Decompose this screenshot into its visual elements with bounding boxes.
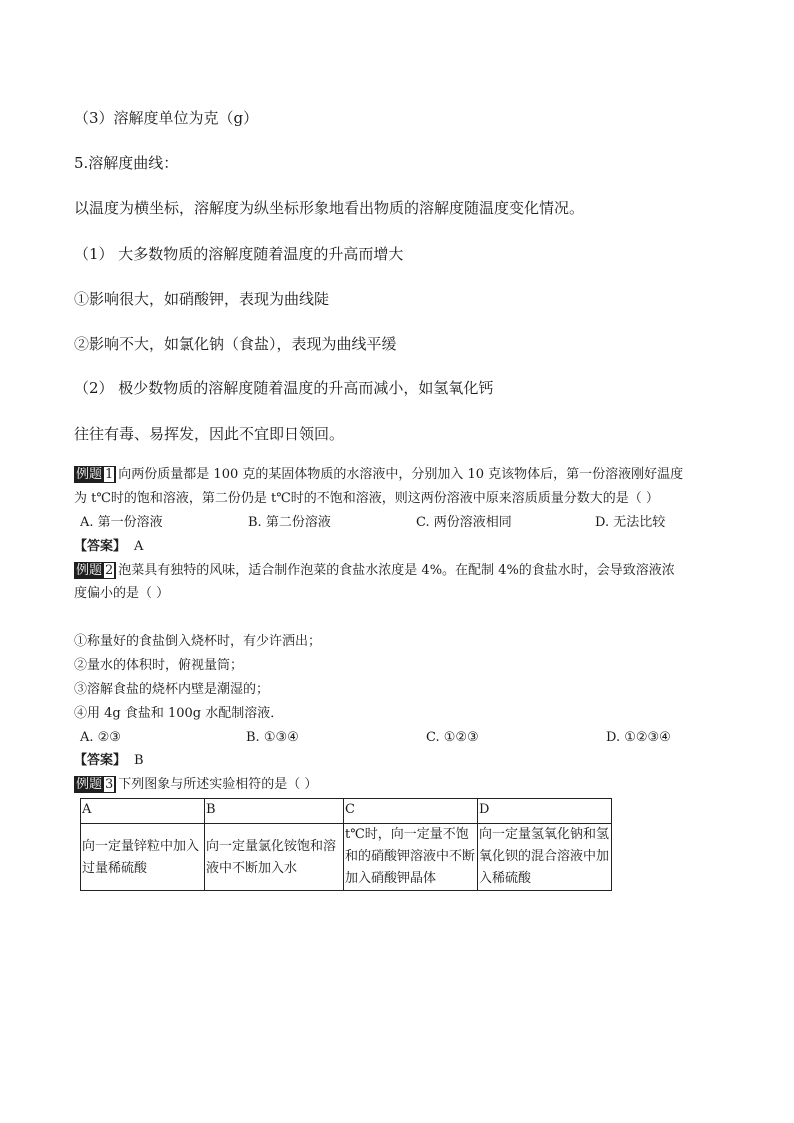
q1-option-b: B. 第二份溶液 — [248, 515, 331, 530]
section5-desc: 以温度为横坐标，溶解度为纵坐标形象地看出物质的溶解度随温度变化情况。 — [74, 199, 585, 217]
q1-line2: 为 t℃时的饱和溶液，第二份仍是 t℃时的不饱和溶液，则这两份溶液中原来溶质质量分数大的是（ ） — [74, 491, 659, 506]
q3-cell-a: 向一定量锌粒中加入过量稀硫酸 — [81, 824, 205, 891]
point2-note: 往往有毒、易挥发，因此不宜即日领回。 — [74, 425, 345, 443]
q3-cell-d: 向一定量氢氧化钠和氢氧化钡的混合溶液中加入稀硫酸 — [478, 824, 612, 891]
q3-options-table — [80, 798, 612, 891]
q1-answer: 【答案】 A — [74, 539, 144, 554]
example-tag: 例题 3 — [74, 776, 116, 793]
section5-title: 5.溶解度曲线： — [74, 154, 179, 172]
q3-header-a: A — [81, 799, 205, 824]
q2-line2: 度偏小的是（ ） — [74, 586, 170, 601]
q2-item-4: ④用 4g 食盐和 100g 水配制溶液． — [74, 706, 284, 721]
point2: （2） 极少数物质的溶解度随着温度的升高而减小，如氢氧化钙 — [74, 379, 494, 397]
q3-header-d: D — [478, 799, 612, 824]
q2-item-2: ②量水的体积时，俯视量筒； — [74, 658, 244, 673]
example-tag: 例题 2 — [74, 562, 116, 579]
q3-stem: 例题 3 下列图象与所述实验相符的是（ ） — [76, 777, 318, 792]
q2-item-1: ①称量好的食盐倒入烧杯时，有少许洒出； — [74, 634, 322, 649]
q2-option-c: C. ①②③ — [426, 730, 479, 745]
q1-line1: 例题 1 向两份质量都是 100 克的某固体物质的水溶液中，分别加入 10 克该物体后，第一份溶液刚好温度 — [76, 467, 684, 482]
q1-option-a: A. 第一份溶液 — [80, 515, 163, 530]
point1: （1） 大多数物质的溶解度随着温度的升高而增大 — [74, 245, 404, 263]
q2-option-a: A. ②③ — [80, 730, 121, 745]
unit-line: （3）溶解度单位为克（g） — [74, 109, 259, 127]
q2-line1: 例题 2 泡菜具有独特的风味，适合制作泡菜的食盐水浓度是 4%。在配制 4%的食盐水时，会导致溶液浓 — [76, 563, 675, 578]
q3-cell-b: 向一定量氯化铵饱和溶液中不断加入水 — [205, 824, 344, 891]
example-tag: 例题 1 — [74, 466, 116, 483]
q3-header-b: B — [205, 799, 344, 824]
q3-cell-c: t℃时，向一定量不饱和的硝酸钾溶液中不断加入硝酸钾晶体 — [344, 824, 478, 891]
q2-item-3: ③溶解食盐的烧杯内壁是潮湿的； — [74, 682, 270, 697]
q2-option-b: B. ①③④ — [246, 730, 299, 745]
q1-option-d: D. 无法比较 — [595, 515, 666, 530]
point1-b: ②影响不大，如氯化钠（食盐），表现为曲线平缓 — [74, 335, 397, 353]
q1-option-c: C. 两份溶液相同 — [416, 515, 512, 530]
point1-a: ①影响很大，如硝酸钾，表现为曲线陡 — [74, 290, 330, 308]
q2-answer: 【答案】 B — [74, 753, 144, 768]
q2-option-d: D. ①②③④ — [606, 730, 671, 745]
q3-header-c: C — [344, 799, 478, 824]
